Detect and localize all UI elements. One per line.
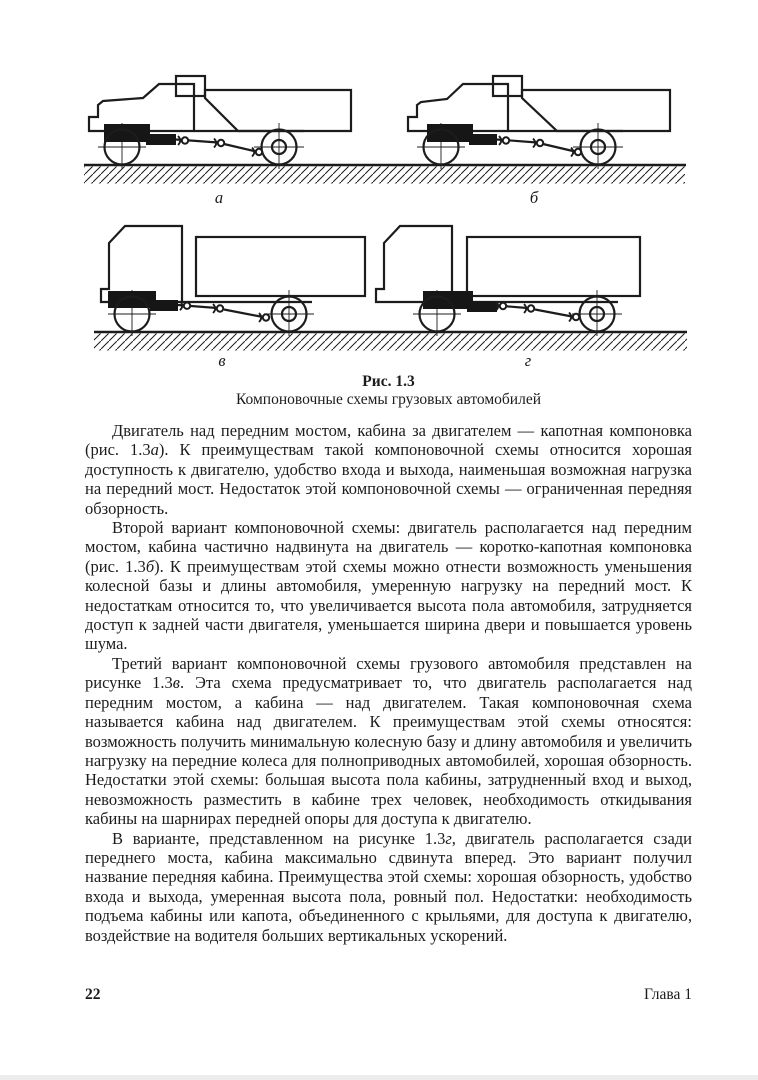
figure-caption <box>85 373 692 408</box>
ground-hatching <box>94 334 687 351</box>
text-run: В варианте, представленном на рисунке 1.3 <box>112 828 446 848</box>
cab-outline <box>376 226 452 302</box>
figure-caption-number: Рис. 1.3 <box>362 373 415 390</box>
text-run: ). К преимуществам такой компоновочной схемы относится хорошая доступность к двигателю, удобство входа и выхода, наименьшая возможная нагрузка на передний мост. Недостаток этой компоновочной схемы — ограниченная передняя обзорность. <box>85 440 692 518</box>
chapter-title: Глава 1 <box>643 986 692 1003</box>
body-text <box>85 421 692 945</box>
figure-row-2-drawing <box>69 213 689 355</box>
truck-diagram-a <box>89 76 351 169</box>
figure-reference: в <box>172 673 180 693</box>
cab-outline <box>101 226 182 302</box>
figure-reference: а <box>150 440 159 460</box>
figure-row-2 <box>69 213 689 355</box>
ground-hatching <box>84 167 685 184</box>
figure-reference: б <box>145 556 155 576</box>
figure-label-a: а <box>214 188 224 207</box>
paragraph-2 <box>85 518 692 654</box>
text-run: . Эта схема предусматривает то, что двигатель располагается над передним мостом, а кабина — над двигателем. Такая компоновочная схема называется кабина над двигателем. К преимуществам этой схемы относятся: возможность получить минимальную колесную базу и длину автомобиля и увеличить нагрузку на передние колеса для полноприводных автомобилей, хорошая обзорность. Недостатки этой схемы: большая высота пола кабины, затрудненный вход и выход, невозможность разместить в кабине трех человек, необходимость откидывания кабины на шарнирах передней опоры для доступа к двигателю. <box>85 673 693 829</box>
figure-label-g: г <box>524 351 532 370</box>
dump-body <box>522 90 670 131</box>
cargo-box <box>467 237 640 296</box>
text-run: Третий вариант компоновочной схемы грузового автомобиля представлен на рисунке 1.3 <box>85 653 692 693</box>
page-number: 22 <box>85 986 101 1003</box>
cargo-box <box>196 237 365 296</box>
figure-reference: г <box>445 828 452 848</box>
figure-caption-text: Компоновочные схемы грузовых автомобилей <box>235 390 542 408</box>
text-run: ). К преимуществам этой схемы можно отнести возможность уменьшения колесной базы и длины автомобиля, умеренную нагрузку на передний мост. К недостаткам относится то, что увеличивается высота пола автомобиля, затрудняется доступ к задней части двигателя, уменьшается ширина двери и повышается уровень шума. <box>85 556 692 654</box>
cab-outline <box>89 84 194 131</box>
figure-label-b: б <box>529 188 539 207</box>
engine-block <box>108 291 156 308</box>
truck-diagram-b <box>408 76 670 169</box>
truck-diagram-g <box>376 226 640 336</box>
figure-row-1-drawing <box>69 46 689 188</box>
figure-label-v: в <box>218 351 226 370</box>
paragraph-4 <box>85 829 692 945</box>
text-run: Второй вариант компоновочной схемы: двигатель располагается над передним мостом, кабина частично надвинута на двигатель — коротко-капотная компоновка (рис. 1.3 <box>85 518 692 576</box>
figure-row-1 <box>69 46 689 188</box>
text-run: , двигатель располагается сзади переднего моста, кабина максимально сдвинута вперед. Это вариант получил название передняя кабина. Преимущества этой схемы: хорошая обзорность, удобство входа и выхода, умеренная высота пола, ровный пол. Недостатки: необходимость подъема кабины или капота, объединенного с крыльями, для доступа к двигателю, воздействие на водителя больших вертикальных ускорений. <box>85 828 692 945</box>
paragraph-3 <box>85 654 692 829</box>
text-run: Двигатель над передним мостом, кабина за двигателем — капотная компоновка (рис. 1.3 <box>85 421 692 460</box>
page-footer <box>85 986 692 1004</box>
paragraph-1 <box>85 421 692 518</box>
dump-shield <box>176 76 205 96</box>
truck-diagram-v <box>101 226 365 336</box>
dump-body <box>205 90 351 131</box>
